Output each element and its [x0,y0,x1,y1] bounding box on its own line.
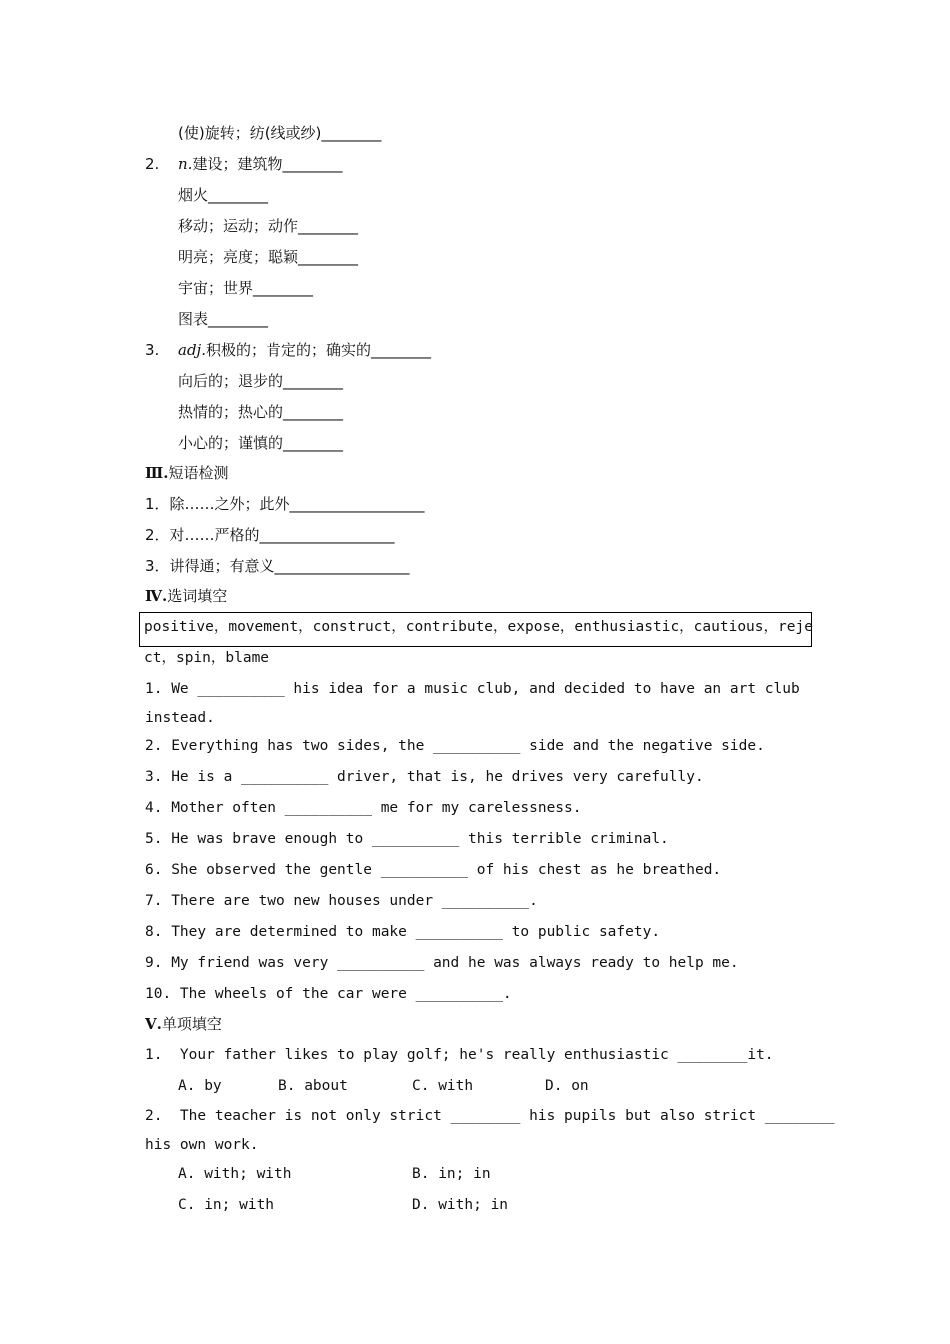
vocab-item2-line: 烟火________ [178,186,269,204]
choice-question-1: 1. Your father likes to play golf; he's really enthusiastic ________it. [145,1047,774,1063]
option-b: B. in; in [412,1166,491,1182]
fill-question: 5. He was brave enough to __________ this terrible criminal. [145,831,669,847]
vocab-item3-line: 向后的；退步的________ [178,372,344,390]
fill-question: 8. They are determined to make __________ to public safety. [145,924,661,940]
choice-question-2: 2. The teacher is not only strict ________ his pupils but also strict ________ [145,1108,835,1124]
fill-question: 7. There are two new houses under __________. [145,893,538,909]
section5-heading: Ⅴ.单项填空 [145,1015,222,1033]
phrase-item: 3．讲得通；有意义__________________ [145,557,410,575]
fill-question: 4. Mother often __________ me for my carelessness. [145,800,582,816]
vocab-item2-line: 图表________ [178,310,269,328]
vocab-item3-line: 热情的；热心的________ [178,403,344,421]
vocab-item2-number: 2. [145,155,160,173]
phrase-item: 1．除……之外；此外__________________ [145,495,425,513]
fill-question: 6. She observed the gentle __________ of his chest as he breathed. [145,862,722,878]
option-d: D. with; in [412,1197,509,1213]
fill-question: 3. He is a __________ driver, that is, he drives very carefully. [145,769,704,785]
vocab-spin-line: (使)旋转；纺(线或纱)________ [178,124,382,142]
option-c: C. with [412,1078,474,1094]
fill-question: 2. Everything has two sides, the __________ side and the negative side. [145,738,765,754]
vocab-item3-line: 小心的；谨慎的________ [178,434,344,452]
word-bank-line1: positive，movement，construct，contribute，expose，enthusiastic，cautious，reje [144,619,813,635]
choice-question-2-continued: his own work. [145,1137,259,1153]
vocab-item2-line: 移动；运动；动作________ [178,217,359,235]
option-d: D. on [545,1078,589,1094]
vocab-item2-line: 明亮；亮度；聪颖________ [178,248,359,266]
vocab-item3-first: adj.积极的；肯定的；确实的________ [178,341,431,359]
option-b: B. about [278,1078,348,1094]
vocab-item2-line: 宇宙；世界________ [178,279,314,297]
phrase-item: 2．对……严格的__________________ [145,526,395,544]
option-a: A. by [178,1078,222,1094]
fill-question: 9. My friend was very __________ and he was always ready to help me. [145,955,739,971]
fill-question-continued: instead. [145,710,215,726]
pos-adj-label: adj. [178,341,206,359]
vocab-item2-first: n.建设；建筑物________ [178,155,343,173]
fill-question: 10. The wheels of the car were __________. [145,986,512,1002]
vocab-item3-number: 3. [145,341,160,359]
pos-noun-label: n. [178,155,193,173]
fill-question: 1. We __________ his idea for a music club, and decided to have an art club [145,681,800,697]
word-bank-line2: ct，spin，blame [144,650,270,666]
section4-heading: Ⅳ.选词填空 [145,587,228,605]
option-a: A. with; with [178,1166,292,1182]
option-c: C. in; with [178,1197,275,1213]
section3-heading: Ⅲ.短语检测 [145,464,229,482]
